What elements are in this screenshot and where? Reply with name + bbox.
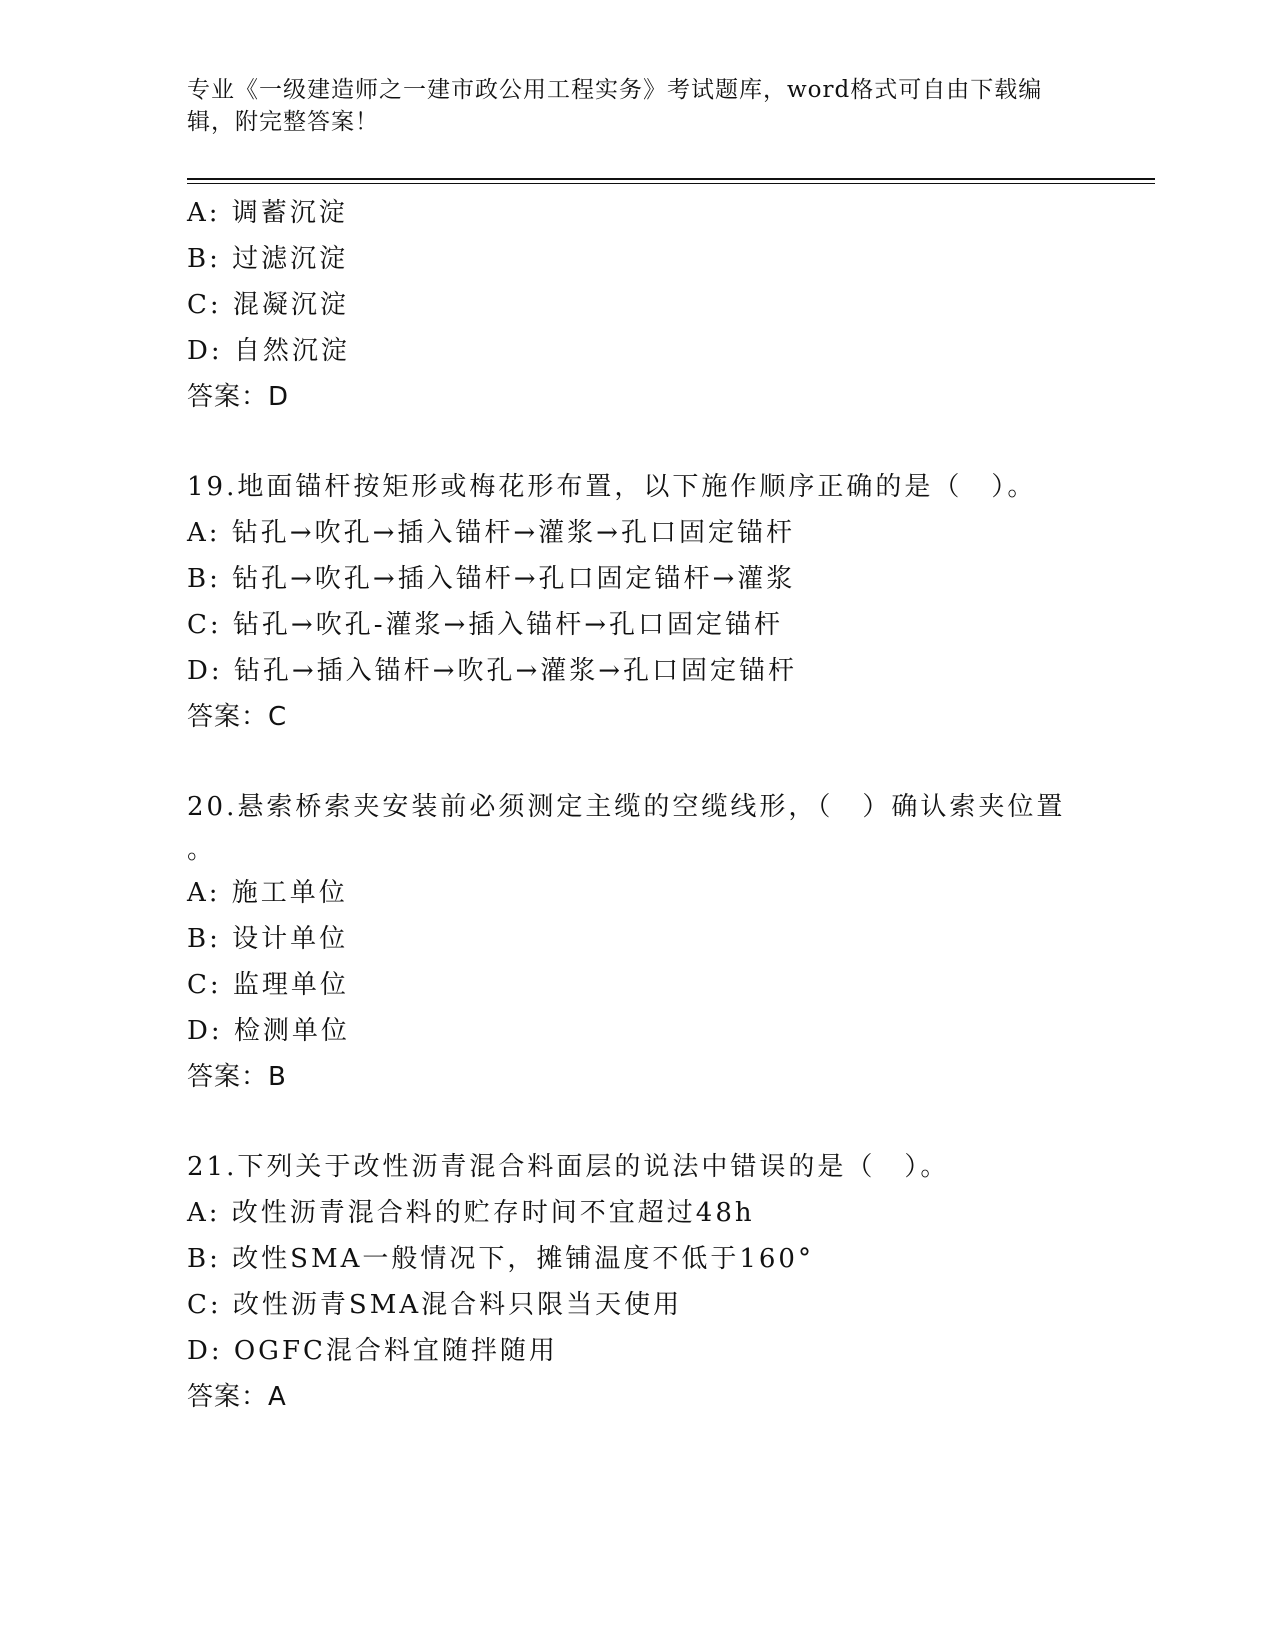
- q19-option-a: A: 钻孔→吹孔→插入锚杆→灌浆→孔口固定锚杆: [187, 518, 795, 548]
- q20-stem: 20.悬索桥索夹安装前必须测定主缆的空缆线形，（ ）确认索夹位置: [187, 792, 1066, 822]
- spacer: [187, 420, 1087, 464]
- q21-stem: 21.下列关于改性沥青混合料面层的说法中错误的是（ ）。: [187, 1152, 950, 1182]
- question-19: [187, 464, 1087, 740]
- question-18: [187, 190, 1087, 420]
- header-line-1: 专业《一级建造师之一建市政公用工程实务》考试题库，word格式可自由下载编: [187, 77, 1043, 103]
- q18-option-d: D: 自然沉淀: [187, 336, 350, 366]
- header-divider-thin: [187, 183, 1155, 184]
- q18-option-c: C: 混凝沉淀: [187, 290, 349, 320]
- q18-answer: 答案：D: [187, 382, 290, 412]
- q19-answer: 答案：C: [187, 702, 288, 732]
- header-divider-thick: [187, 178, 1155, 180]
- spacer: [187, 740, 1087, 784]
- q20-answer: 答案：B: [187, 1062, 287, 1092]
- q19-option-c: C: 钻孔→吹孔-灌浆→插入锚杆→孔口固定锚杆: [187, 610, 784, 640]
- document-header: [187, 74, 1067, 138]
- q21-option-c: C: 改性沥青SMA混合料只限当天使用: [187, 1290, 683, 1320]
- q21-answer: 答案：A: [187, 1382, 287, 1412]
- q20-option-a: A: 施工单位: [187, 878, 348, 908]
- q19-option-d: D: 钻孔→插入锚杆→吹孔→灌浆→孔口固定锚杆: [187, 656, 798, 686]
- q20-option-d: D: 检测单位: [187, 1016, 350, 1046]
- q21-option-d: D: OGFC混合料宜随拌随用: [187, 1336, 558, 1366]
- question-20: [187, 784, 1087, 1100]
- question-content: [187, 190, 1087, 1420]
- q21-option-b: B: 改性SMA一般情况下，摊铺温度不低于160°: [187, 1244, 814, 1274]
- question-21: [187, 1144, 1087, 1420]
- q20-option-c: C: 监理单位: [187, 970, 349, 1000]
- q18-option-b: B: 过滤沉淀: [187, 244, 349, 274]
- q21-option-a: A: 改性沥青混合料的贮存时间不宜超过48h: [187, 1198, 755, 1228]
- header-line-2: 辑，附完整答案！: [187, 109, 379, 135]
- q20-stem-continuation: 。: [187, 835, 217, 865]
- spacer: [187, 1100, 1087, 1144]
- q19-stem: 19.地面锚杆按矩形或梅花形布置，以下施作顺序正确的是（ ）。: [187, 472, 1037, 502]
- q18-option-a: A: 调蓄沉淀: [187, 198, 348, 228]
- q20-option-b: B: 设计单位: [187, 924, 349, 954]
- q19-option-b: B: 钻孔→吹孔→插入锚杆→孔口固定锚杆→灌浆: [187, 564, 796, 594]
